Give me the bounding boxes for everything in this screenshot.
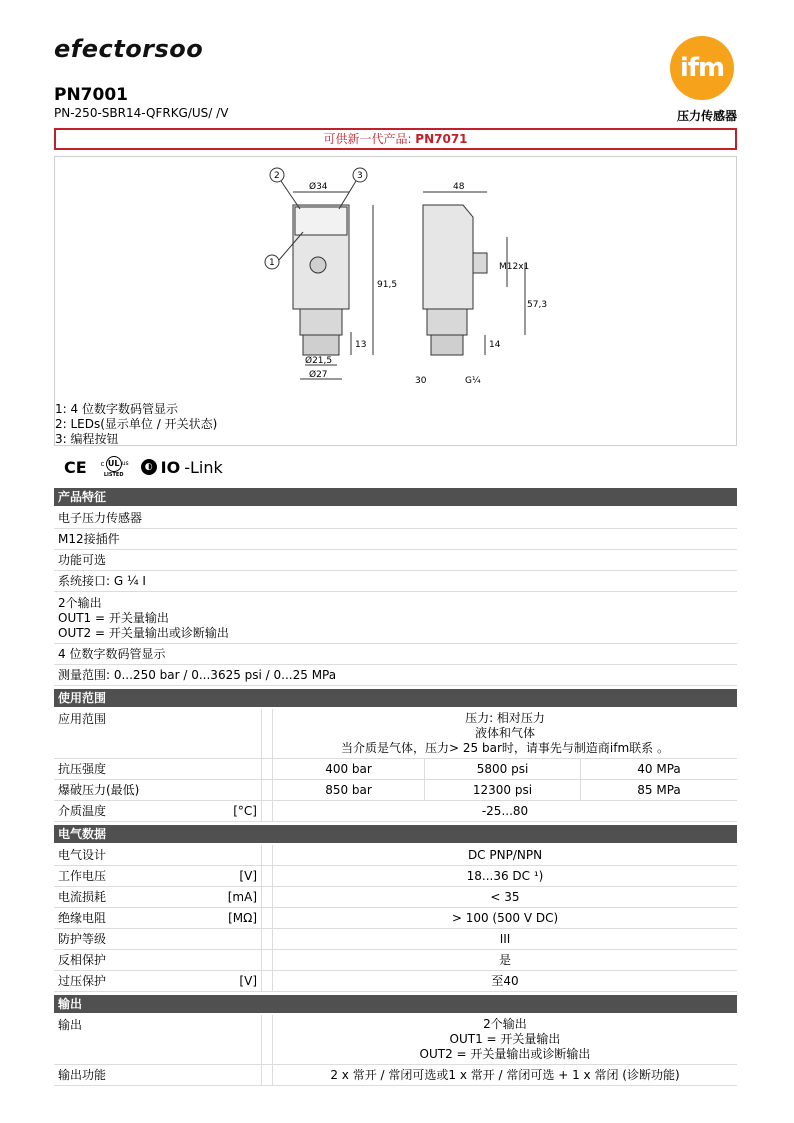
feature-text: OUT1 = 开关量输出 [58,611,169,625]
process-connection-front [300,309,342,335]
feature-text: 2个输出 [58,596,102,610]
electrical-value: > 100 (500 V DC) [272,908,737,928]
product-long-code: PN-250-SBR14-QFRKG/US/ /V [54,106,229,120]
output-function-value: 2 x 常开 / 常闭可选或1 x 常开 / 常闭可选 + 1 x 常闭 (诊断功能) [272,1065,737,1085]
electrical-row [54,971,737,992]
feature-row [54,644,737,665]
feature-text: OUT2 = 开关量输出或诊断输出 [58,626,229,640]
section-features: 产品特征 [54,488,737,506]
burst-pressure-bar: 850 bar [272,780,424,800]
ul-circle: UL [106,456,122,472]
pressure-rating-psi: 5800 psi [424,759,580,779]
legend-item: 2: LEDs(显示单位 / 开关状态) [55,417,218,431]
electrical-label: 电气设计 [54,845,262,865]
electrical-label: 防护等级 [54,929,262,949]
ul-mark [101,456,127,478]
section-application: 使用范围 [54,689,737,707]
ce-mark: CE [64,457,87,477]
application-label: 应用范围 [54,709,262,758]
ifm-logo-text: ifm [679,53,725,83]
feature-text: 4 位数字数码管显示 [58,647,166,661]
feature-text: 测量范围: 0...250 bar / 0...3625 psi / 0...25 MPa [58,668,337,682]
outputs-label: 输出 [54,1015,262,1064]
electrical-unit: [MΩ] [228,911,257,925]
dim-57-3: 57,3 [527,300,548,310]
legend-item: 3: 编程按钮 [55,432,119,446]
certification-marks [64,454,223,480]
feature-text: M12接插件 [58,532,120,546]
burst-pressure-label: 爆破压力(最低) [54,780,262,800]
electrical-label: 工作电压 [V] [54,866,262,886]
burst-pressure-row [54,780,737,801]
feature-row [54,529,737,550]
iolink-icon: ◐ [141,459,157,475]
callout-2: 2 [274,171,280,181]
brand-logo: efectorsoo [54,35,204,63]
dim-13: 13 [355,340,367,350]
connector-side [473,253,487,273]
application-line: 当介质是气体，压力> 25 bar时，请事先与制造商ifm联系 。 [341,741,669,755]
dim-diameter-34: Ø34 [309,182,328,192]
feature-row [54,592,737,644]
successor-notice [54,128,737,150]
application-line: 液体和气体 [474,726,535,740]
medium-temperature-unit: [°C] [233,804,257,818]
dim-width-48: 48 [453,182,465,192]
application-line: 压力: 相对压力 [465,711,545,725]
outputs-line: OUT2 = 开关量输出或诊断输出 [419,1047,591,1061]
pressure-rating-label: 抗压强度 [54,759,262,779]
thread-side [431,335,463,355]
medium-temperature-row [54,801,737,822]
output-function-label: 输出功能 [54,1065,262,1085]
feature-text: 电子压力传感器 [58,511,143,525]
pressure-rating-bar: 400 bar [272,759,424,779]
medium-temperature-value: -25...80 [272,801,737,821]
dim-height-91-5: 91,5 [377,280,398,290]
product-code: PN7001 [54,85,129,105]
iolink-mark [141,458,223,477]
connector-front [310,257,326,273]
dim-wrench-30: 30 [415,376,427,386]
ul-c: c [100,460,105,468]
dim-m12: M12x1 [499,262,530,272]
electrical-row [54,866,737,887]
electrical-value: 是 [272,950,737,970]
dim-diameter-27: Ø27 [309,370,328,380]
electrical-value: < 35 [272,887,737,907]
successor-link[interactable]: PN7071 [415,132,468,146]
electrical-row [54,950,737,971]
feature-row [54,665,737,686]
dimension-drawing [54,156,737,446]
application-value [272,709,737,758]
outputs-row [54,1015,737,1065]
feature-row [54,571,737,592]
outputs-line: 2个输出 [483,1017,527,1031]
callout-1: 1 [269,258,275,268]
pressure-rating-row [54,759,737,780]
electrical-row [54,845,737,866]
output-function-row [54,1065,737,1086]
electrical-value: DC PNP/NPN [272,845,737,865]
electrical-label: 电流损耗 [mA] [54,887,262,907]
electrical-label: 绝缘电阻 [MΩ] [54,908,262,928]
feature-row [54,550,737,571]
electrical-row [54,929,737,950]
callout-3: 3 [357,171,363,181]
section-electrical: 电气数据 [54,825,737,843]
medium-temperature-label: 介质温度 [°C] [54,801,262,821]
burst-pressure-mpa: 85 MPa [580,780,737,800]
electrical-unit: [V] [239,869,257,883]
sensor-display [295,207,347,235]
iolink-suffix: -Link [184,457,223,477]
dim-14: 14 [489,340,501,350]
application-row [54,709,737,759]
dimension-drawing-svg [55,157,738,397]
electrical-unit: [V] [239,974,257,988]
sensor-side-body [423,205,473,309]
ifm-logo [670,36,734,100]
iolink-text: IO [160,457,181,477]
successor-prefix: 可供新一代产品: [323,132,416,146]
electrical-row [54,887,737,908]
electrical-label: 反相保护 [54,950,262,970]
burst-pressure-psi: 12300 psi [424,780,580,800]
ul-listed: LISTED [103,472,124,478]
electrical-value: III [272,929,737,949]
electrical-value: 18...36 DC ¹) [272,866,737,886]
dim-thread-g: G¼ [465,376,481,386]
product-category: 压力传感器 [676,109,737,123]
outputs-value [272,1015,737,1064]
feature-text: 系统接口: G ¼ I [58,574,146,588]
legend-item: 1: 4 位数字数码管显示 [55,402,178,416]
ul-us: us [121,460,129,467]
section-outputs: 输出 [54,995,737,1013]
electrical-value: 至40 [272,971,737,991]
outputs-line: OUT1 = 开关量输出 [449,1032,561,1046]
electrical-row [54,908,737,929]
drawing-legend [55,402,217,447]
electrical-label: 过压保护 [V] [54,971,262,991]
feature-row [54,508,737,529]
dim-diameter-21-5: Ø21,5 [305,356,333,366]
pressure-rating-mpa: 40 MPa [580,759,737,779]
thread-front [303,335,339,355]
electrical-unit: [mA] [227,890,257,904]
process-connection-side [427,309,467,335]
feature-text: 功能可选 [58,553,107,567]
